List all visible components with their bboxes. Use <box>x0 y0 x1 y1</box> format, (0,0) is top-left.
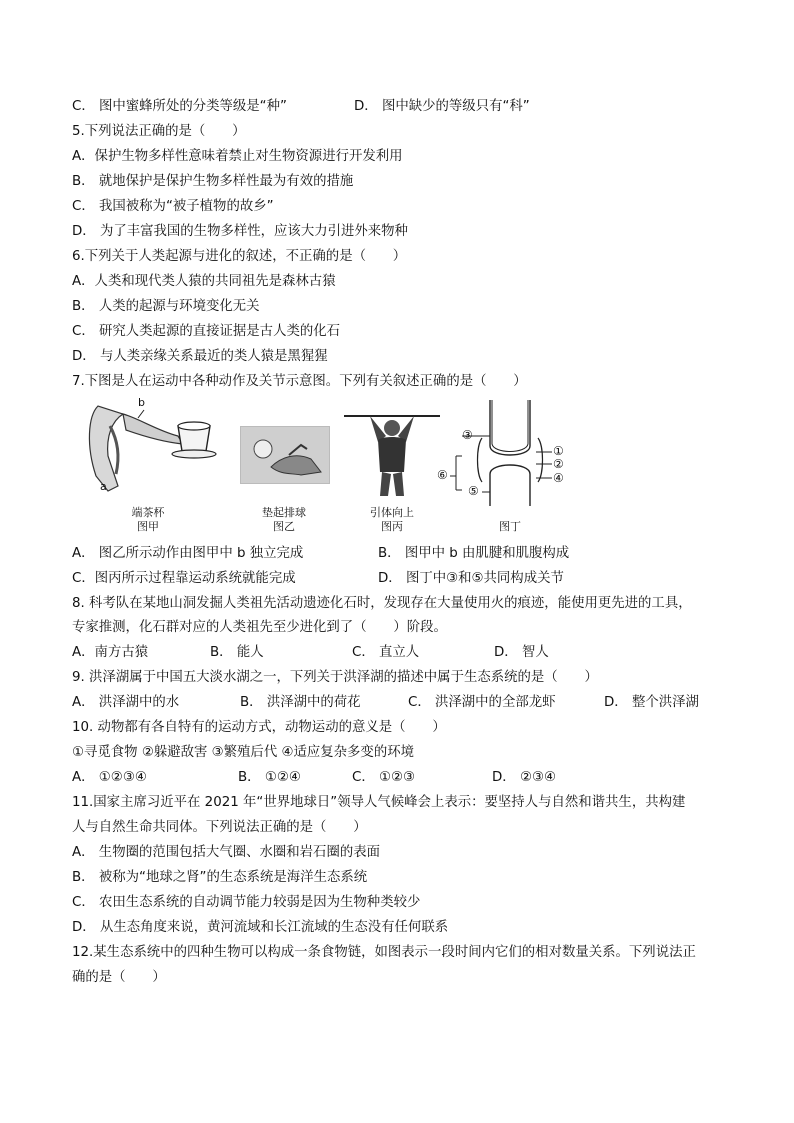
q11-stem-line1: 11.国家主席习近平在 2021 年“世界地球日”领导人气候峰会上表示：要坚持人与自然和谐共生，共构建 <box>72 795 686 810</box>
q4-option-d: D． 图中缺少的等级只有“科” <box>354 99 530 114</box>
fig2-caption-bottom: 图乙 <box>273 520 295 533</box>
figure-joint <box>432 396 580 536</box>
figure-arm-cup <box>78 396 218 536</box>
q9-stem: 9. 洪泽湖属于中国五大淡水湖之一，下列关于洪泽湖的描述中属于生态系统的是（ ） <box>72 670 598 685</box>
q9-option-c: C． 洪泽湖中的全部龙虾 <box>408 695 556 710</box>
figure-pullup <box>342 396 442 536</box>
q5-option-b: B． 就地保护是保护生物多样性最为有效的措施 <box>72 174 354 189</box>
q9-option-a: A． 洪泽湖中的水 <box>72 695 180 710</box>
pullup-drawing <box>342 396 442 504</box>
q5-stem: 5.下列说法正确的是（ ） <box>72 124 246 139</box>
q10-option-b: B． ①②④ <box>238 770 301 785</box>
q9-option-d: D． 整个洪泽湖 <box>604 695 699 710</box>
fig1-caption-bottom: 图甲 <box>137 520 159 533</box>
q10-option-a: A． ①②③④ <box>72 770 147 785</box>
q7-option-b: B． 图甲中 b 由肌腱和肌腹构成 <box>378 546 570 561</box>
q8-stem-line1: 8. 科考队在某地山洞发掘人类祖先活动遗迹化石时，发现存在大量使用火的痕迹，能使用更先进的工具， <box>72 596 692 611</box>
q4-option-c: C． 图中蜜蜂所处的分类等级是“种” <box>72 99 287 114</box>
q7-stem: 7.下图是人在运动中各种动作及关节示意图。下列有关叙述正确的是（ ） <box>72 374 527 389</box>
marker-4: ④ <box>553 471 564 485</box>
q12-stem-line1: 12.某生态系统中的四种生物可以构成一条食物链，如图表示一段时间内它们的相对数量关系。下列说法正 <box>72 945 696 960</box>
fig4-caption-bottom: 图丁 <box>499 520 521 533</box>
q11-option-d: D． 从生态角度来说，黄河流域和长江流域的生态没有任何联系 <box>72 920 449 935</box>
q8-option-d: D． 智人 <box>494 645 549 660</box>
marker-2: ② <box>553 457 564 471</box>
marker-5: ⑤ <box>468 484 479 498</box>
q7-option-c: C．图丙所示过程靠运动系统就能完成 <box>72 571 296 586</box>
volleyball-photo <box>240 426 330 484</box>
q11-option-b: B． 被称为“地球之肾”的生态系统是海洋生态系统 <box>72 870 368 885</box>
marker-1: ① <box>553 444 564 458</box>
q10-option-c: C． ①②③ <box>352 770 416 785</box>
fig3-caption-bottom: 图丙 <box>381 520 403 533</box>
q8-stem-line2: 专家推测，化石群对应的人类祖先至少进化到了（ ）阶段。 <box>72 620 447 635</box>
q10-items: ①寻觅食物 ②躲避敌害 ③繁殖后代 ④适应复杂多变的环境 <box>72 745 414 760</box>
q6-option-b: B． 人类的起源与环境变化无关 <box>72 299 260 314</box>
label-b: b <box>138 396 145 409</box>
q10-option-d: D． ②③④ <box>492 770 556 785</box>
marker-3: ③ <box>462 428 473 442</box>
marker-6: ⑥ <box>437 468 448 482</box>
q8-option-b: B． 能人 <box>210 645 264 660</box>
fig2-caption-top: 垫起排球 <box>262 506 306 519</box>
q7-option-d: D． 图丁中③和⑤共同构成关节 <box>378 571 564 586</box>
q5-option-d: D． 为了丰富我国的生物多样性，应该大力引进外来物种 <box>72 224 408 239</box>
q6-option-a: A．人类和现代类人猿的共同祖先是森林古猿 <box>72 274 336 289</box>
q11-stem-line2: 人与自然生命共同体。下列说法正确的是（ ） <box>72 820 367 835</box>
q6-option-d: D． 与人类亲缘关系最近的类人猿是黑猩猩 <box>72 349 328 364</box>
q6-option-c: C． 研究人类起源的直接证据是古人类的化石 <box>72 324 341 339</box>
q11-option-a: A． 生物圈的范围包括大气圈、水圈和岩石圈的表面 <box>72 845 381 860</box>
q6-stem: 6.下列关于人类起源与进化的叙述，不正确的是（ ） <box>72 249 407 264</box>
q5-option-c: C． 我国被称为“被子植物的故乡” <box>72 199 274 214</box>
q10-stem: 10. 动物都有各自特有的运动方式，动物运动的意义是（ ） <box>72 720 446 735</box>
q12-stem-line2: 确的是（ ） <box>72 970 166 985</box>
q7-option-a: A． 图乙所示动作由图甲中 b 独立完成 <box>72 546 304 561</box>
q9-option-b: B． 洪泽湖中的荷花 <box>240 695 361 710</box>
fig3-caption-top: 引体向上 <box>370 506 414 519</box>
q11-option-c: C． 农田生态系统的自动调节能力较弱是因为生物种类较少 <box>72 895 421 910</box>
fig1-caption-top: 端茶杯 <box>131 506 165 519</box>
q8-option-a: A．南方古猿 <box>72 645 149 660</box>
label-a: a <box>100 480 107 493</box>
figure-volleyball <box>234 396 334 536</box>
q5-option-a: A．保护生物多样性意味着禁止对生物资源进行开发利用 <box>72 149 403 164</box>
arm-cup-drawing <box>78 396 218 504</box>
q8-option-c: C． 直立人 <box>352 645 420 660</box>
